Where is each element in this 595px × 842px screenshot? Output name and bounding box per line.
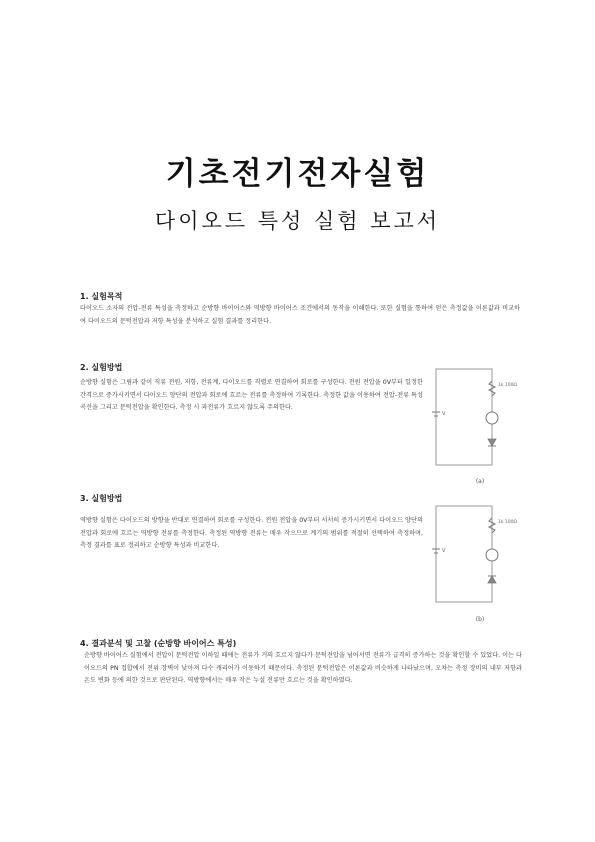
forward-bias-circuit-diagram [430,365,520,470]
section-2-heading: 2. 실험방법 [80,363,123,372]
ammeter-symbol [486,412,498,424]
source-label: V [442,411,446,417]
diode-symbol [488,576,496,583]
reverse-bias-circuit-diagram [430,502,520,607]
section-1-heading: 1. 실험목적 [80,292,123,301]
figure-a-caption: (a) [475,478,485,485]
circuit-wire [436,506,492,602]
figure-b-caption: (b) [475,616,485,623]
document-title: 기초전기전자실험 [165,156,430,192]
section-4-body: 순방향 바이어스 실험에서 전압이 문턱전압 이하일 때에는 전류가 거의 흐르지 않다가 문턱전압을 넘어서면 전류가 급격히 증가하는 것을 확인할 수 있었다. 이는 다이오드의 PN 접합에서 전위 장벽이 낮아져 다수 캐리어가 이동하기 때문이다. 측정된 문턱전압은 이론값과 비슷하게 나타났으며, 오차는 측정 장비의 내부 저항과 온도 변화 등에 의한 것으로 판단된다. 역방향에서는 매우 작은 누설 전류만 흐르는 것을 확인하였다. [84,652,522,685]
resistor-label: 1k 100Ω [498,520,517,525]
resistor-label: 1k 100Ω [498,383,517,388]
diode-symbol [488,439,496,446]
section-1-body: 다이오드 소자의 전압-전류 특성을 측정하고 순방향 바이어스와 역방향 바이어스 조건에서의 동작을 이해한다. 또한 실험을 통하여 얻은 측정값을 이론값과 비교하여 다이오드의 문턱전압과 저항 특성을 분석하고 실험 결과를 정리한다. [80,305,520,325]
section-2-body: 순방향 실험은 그림과 같이 직류 전원, 저항, 전류계, 다이오드를 직렬로 연결하여 회로를 구성한다. 전원 전압을 0V부터 일정한 간격으로 증가시키면서 다이오드 양단의 전압과 회로에 흐르는 전류를 측정하여 기록한다. 측정한 값을 이용하여 전압-전류 특성 곡선을 그리고 문턱전압을 확인한다. 측정 시 과전류가 흐르지 않도록 주의한다. [80,379,423,412]
circuit-wire [436,369,492,465]
section-3-heading: 3. 실험방법 [80,494,123,503]
section-3-body: 역방향 실험은 다이오드의 방향을 반대로 연결하여 회로를 구성한다. 전원 전압을 0V부터 서서히 증가시키면서 다이오드 양단의 전압과 회로에 흐르는 역방향 전류를 측정한다. 측정된 역방향 전류는 매우 작으므로 계기의 범위를 적절히 선택하여 측정하며, 측정 결과를 표로 정리하고 순방향 특성과 비교한다. [80,517,423,550]
section-4-heading: 4. 결과분석 및 고찰 (순방향 바이어스 특성) [80,639,237,648]
ammeter-symbol [486,549,498,561]
source-label: V [442,548,446,554]
document-subtitle: 다이오드 특성 실험 보고서 [154,209,441,233]
